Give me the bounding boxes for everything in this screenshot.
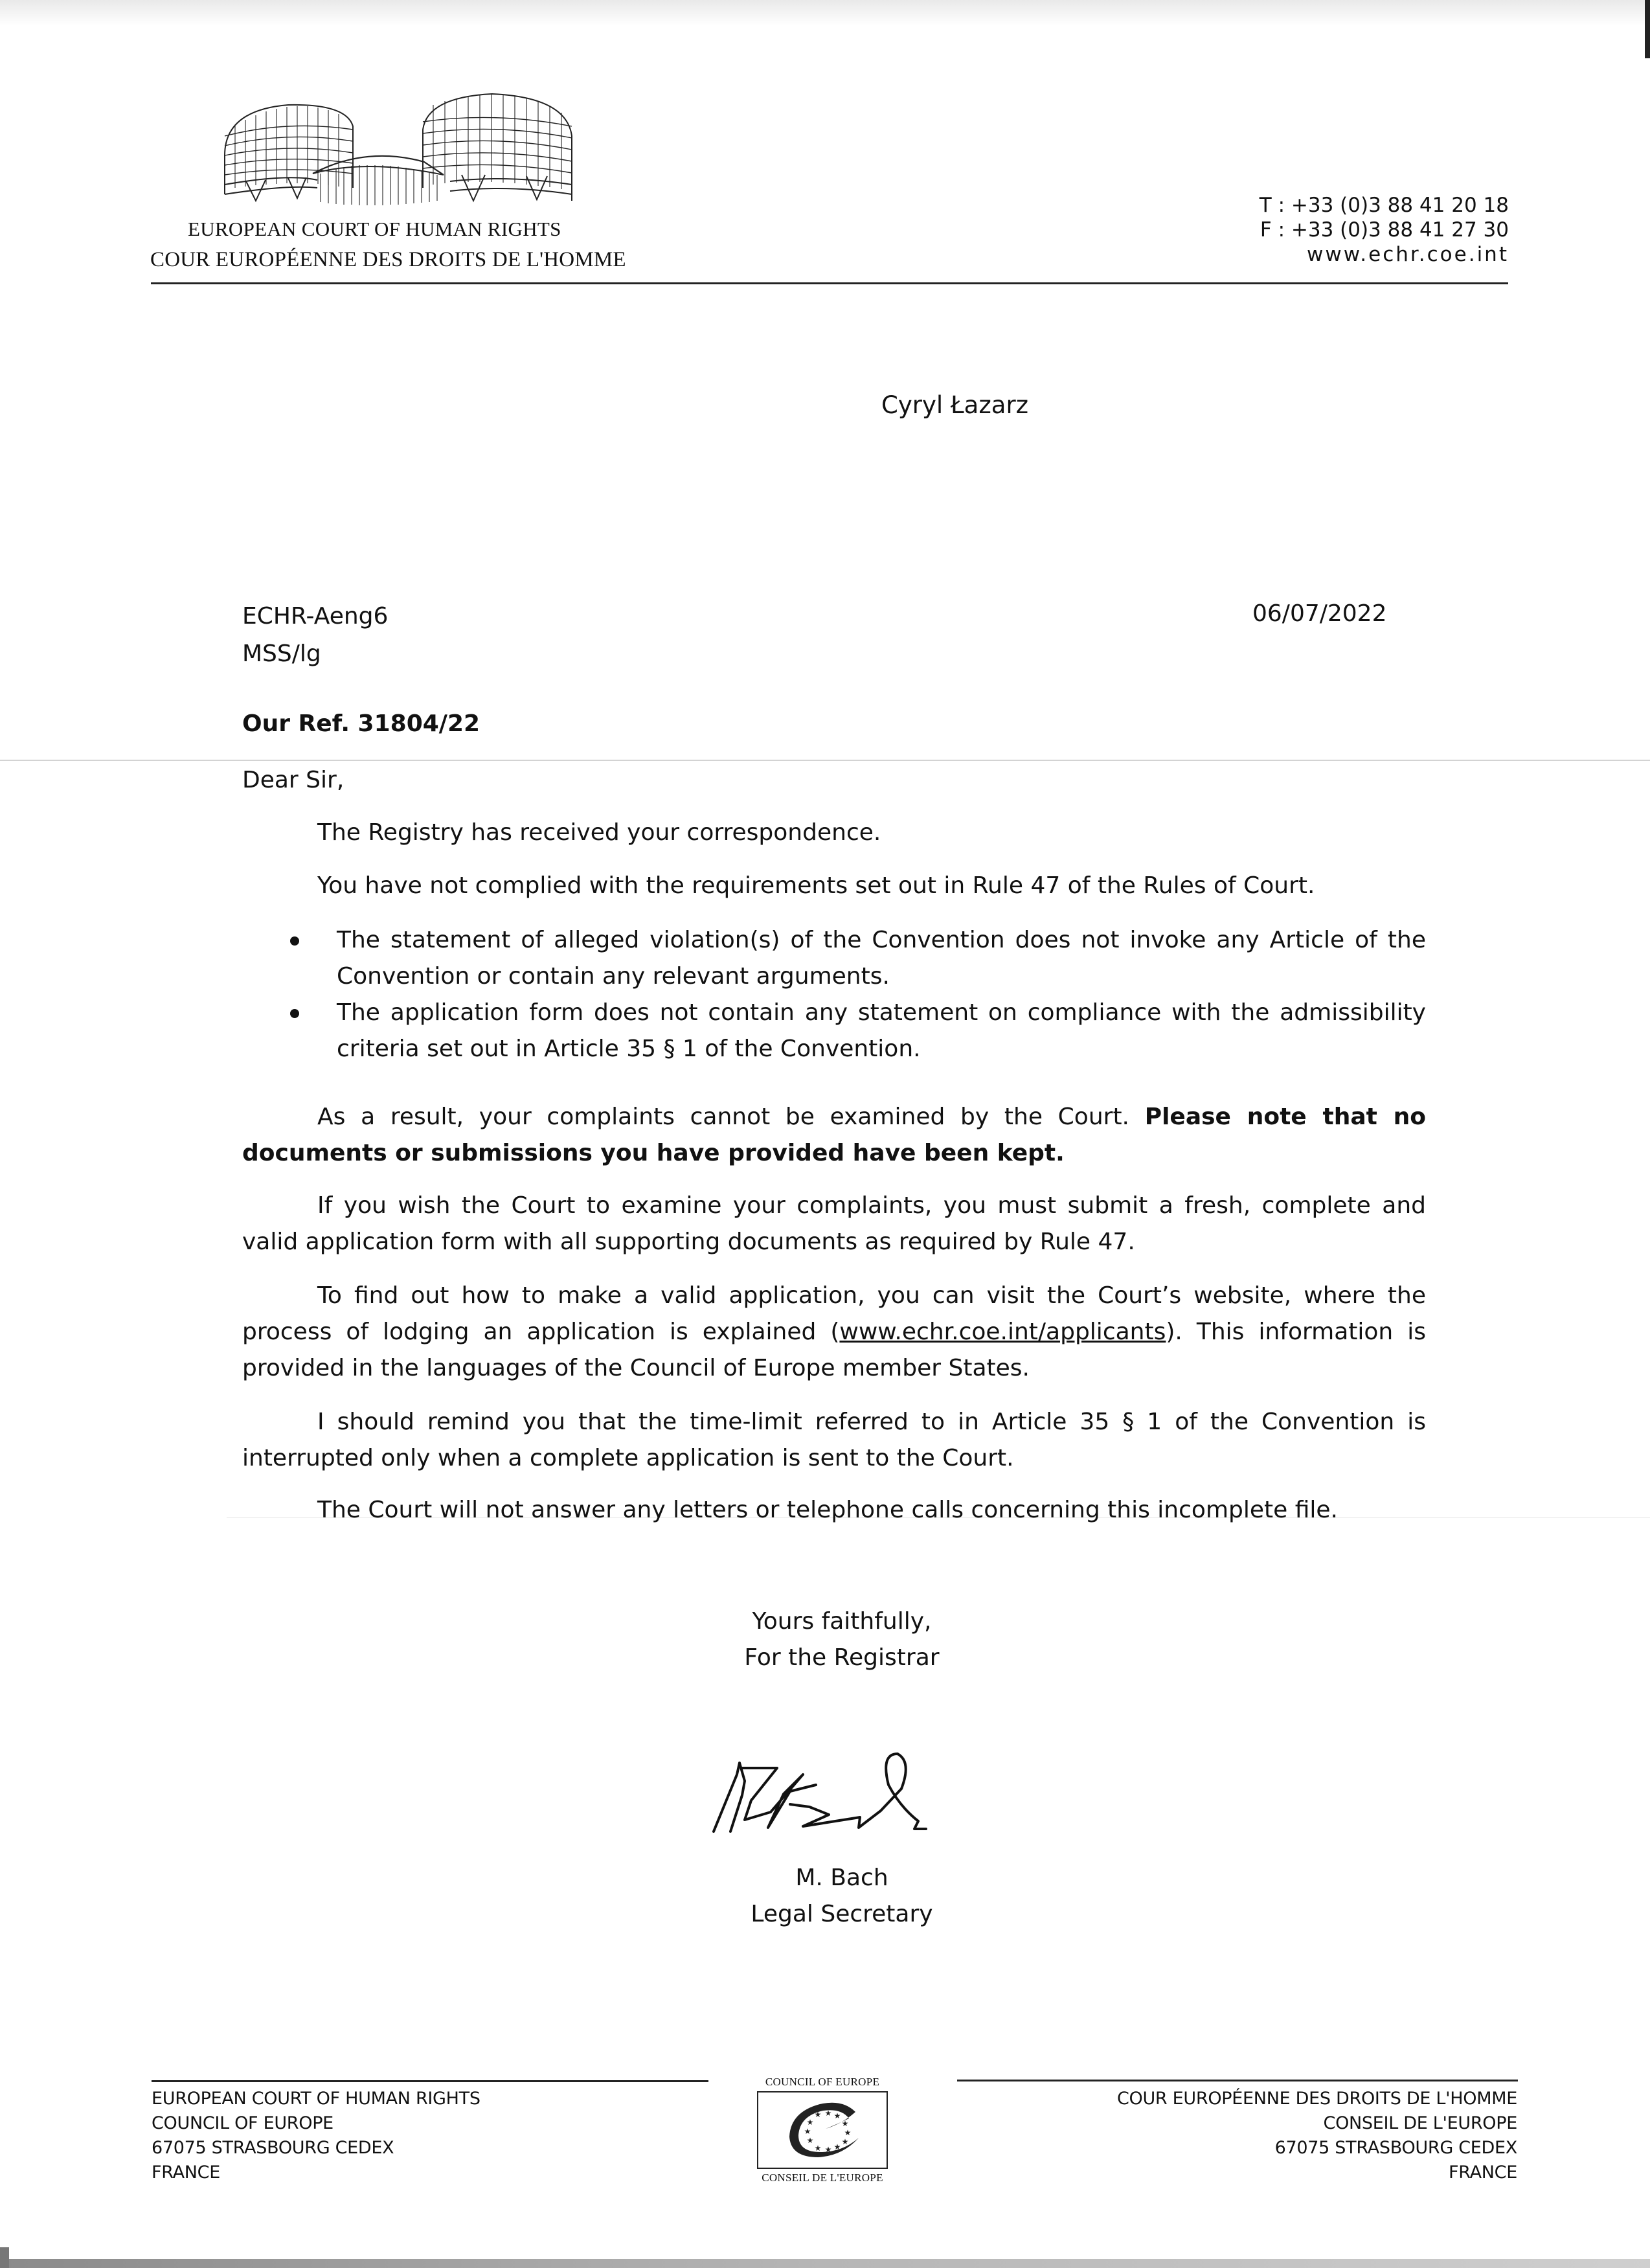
court-name-english: EUROPEAN COURT OF HUMAN RIGHTS [188,218,561,240]
signatory-title: Legal Secretary [751,1901,933,1927]
paragraph-no-answer: The Court will not answer any letters or telephone calls concerning this incomplete file. [317,1497,1338,1523]
emblem-caption-en: COUNCIL OF EUROPE [765,2076,880,2088]
paragraph-text: As a result, your complaints cannot be examined by the Court. [317,1104,1145,1130]
list-item-text: The statement of alleged violation(s) of the Convention does not invoke any Article of the Convention or contain any relevant arguments. [337,927,1426,990]
svg-text:★: ★ [833,2142,841,2151]
svg-text:★: ★ [806,2136,814,2145]
deficiency-list [285,922,1426,1067]
svg-text:★: ★ [814,2144,822,2153]
bullet-icon [290,936,299,946]
closing-block [648,1604,1036,1676]
council-of-europe-emblem [751,2076,894,2184]
svg-text:★: ★ [841,2119,849,2128]
letter-date: 06/07/2022 [1252,600,1387,627]
reference-code: ECHR-Aeng6 [242,603,389,629]
footer-divider-left [152,2080,708,2082]
list-item-text: The application form does not contain any statement on compliance with the admissibility criteria set out in Article 35 § 1 of the Convention. [337,999,1426,1062]
on-behalf-line: For the Registrar [744,1644,940,1671]
footer-line: COUNCIL OF EUROPE [152,2113,333,2133]
footer-line: 67075 STRASBOURG CEDEX [152,2138,394,2158]
list-item [285,995,1426,1067]
applicants-link[interactable]: www.echr.coe.int/applicants [839,1319,1166,1345]
paragraph-text: To find out how to make a valid application, you can visit the Court’s website, where the process of lodging an application is explained ( [242,1282,1426,1345]
paragraph-emphasis-end: . [1056,1140,1065,1166]
paragraph-emphasis: Please note that no documents or submissions you have provided have been kept [242,1104,1426,1166]
court-building-icon [217,91,580,207]
footer-line: FRANCE [152,2162,220,2183]
signatory-name: M. Bach [795,1865,888,1891]
svg-text:★: ★ [833,2111,841,2120]
footer-line: EUROPEAN COURT OF HUMAN RIGHTS [152,2089,480,2109]
paragraph-website-info [242,1278,1426,1387]
paragraph-received: The Registry has received your correspondence. [317,819,881,846]
scan-shadow-top [0,0,1650,26]
court-name-french: COUR EUROPÉENNE DES DROITS DE L'HOMME [150,248,626,271]
scan-edge-bottom [0,2259,1650,2268]
footer-line: CONSEIL DE L'EUROPE [1323,2113,1517,2133]
our-reference: Our Ref. 31804/22 [242,710,480,737]
footer-address-french [1117,2087,1517,2185]
header-divider [151,282,1508,284]
svg-text:★: ★ [814,2110,822,2119]
svg-text:★: ★ [841,2137,849,2146]
svg-text:★: ★ [844,2128,852,2137]
contact-block [1260,193,1509,267]
footer-address-english [152,2087,480,2185]
paragraph-fresh-application: If you wish the Court to examine your complaints, you must submit a fresh, complete and valid application form with all supporting documents as required by Rule 47. [242,1192,1426,1255]
paragraph-text: ). This information is provided in the languages of the Council of Europe member States. [242,1319,1427,1381]
reference-initials: MSS/lg [242,641,321,667]
council-of-europe-emblem-icon [757,2091,888,2169]
scan-edge-right [1645,0,1650,58]
footer-divider-right [957,2080,1518,2081]
svg-text:★: ★ [824,2145,832,2154]
recipient-name: Cyryl Łazarz [881,391,1029,419]
scan-corner [0,2247,9,2268]
footer-line: COUR EUROPÉENNE DES DROITS DE L'HOMME [1116,2089,1517,2109]
svg-text:★: ★ [804,2127,811,2136]
signatory-block [648,1860,1036,1933]
footer-line: FRANCE [1449,2162,1517,2183]
valediction: Yours faithfully, [752,1608,932,1635]
svg-text:★: ★ [824,2109,832,2118]
paper-fold-line [0,760,1650,761]
svg-text:★: ★ [806,2118,814,2127]
website-link[interactable]: www.echr.coe.int [1307,243,1509,266]
paragraph-result [242,1099,1426,1172]
footer-line: 67075 STRASBOURG CEDEX [1274,2138,1517,2158]
paragraph-not-complied: You have not complied with the requirements set out in Rule 47 of the Rules of Court. [317,872,1315,899]
emblem-caption-fr: CONSEIL DE L'EUROPE [762,2172,883,2184]
salutation: Dear Sir, [242,767,345,793]
bullet-icon [290,1009,299,1018]
paragraph-time-limit: I should remind you that the time-limit referred to in Article 35 § 1 of the Convention is interrupted only when a complete application is sent to the Court. [242,1409,1426,1471]
list-item [285,922,1426,995]
handwritten-signature-icon [706,1749,965,1852]
phone-number: T : +33 (0)3 88 41 20 18 [1259,194,1509,217]
fax-number: F : +33 (0)3 88 41 27 30 [1260,218,1509,242]
